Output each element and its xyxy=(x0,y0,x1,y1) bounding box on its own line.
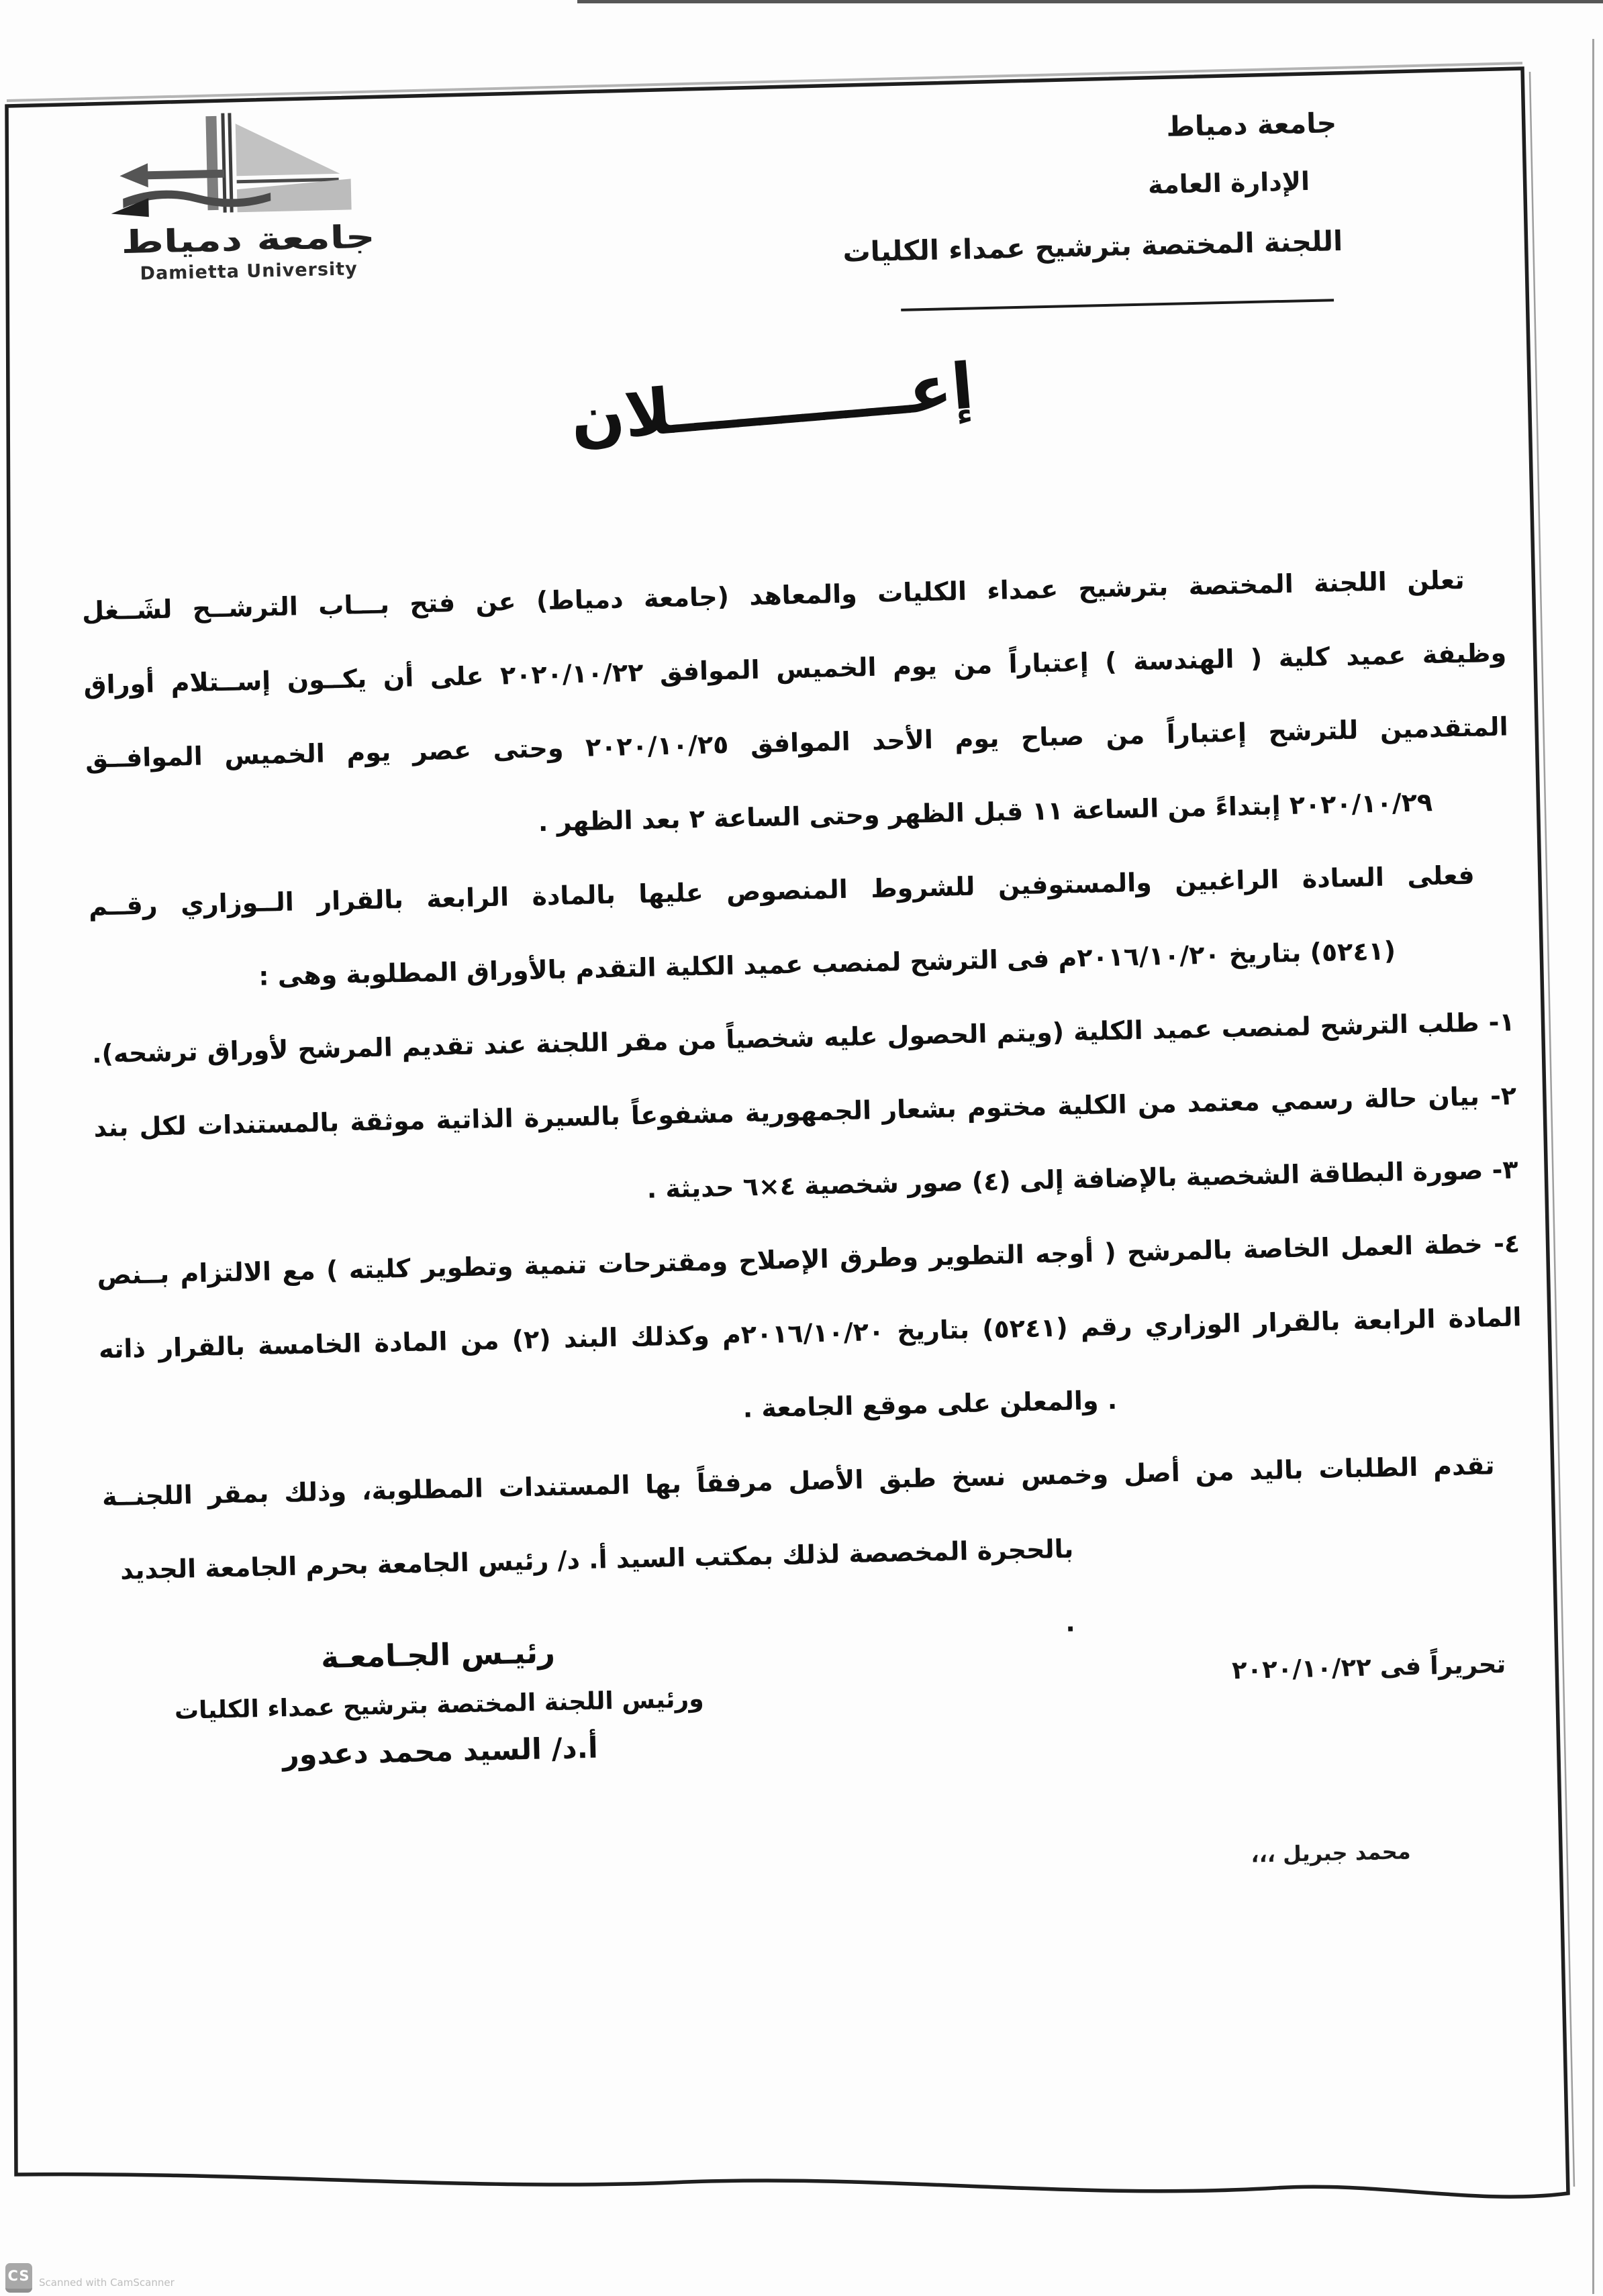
logo-arabic-name: جامعة دمياط xyxy=(120,218,376,262)
announcement-body xyxy=(81,542,1527,1638)
issue-date-line: تحريراً فى ٢٠٢٠/١٠/٢٢ xyxy=(1231,1649,1506,1685)
body-line: المادة الرابعة بالقرار الوزاري رقم (٥٢٤١) بتاريخ ٢٠١٦/١٠/٢٠م وكذلك البند (٢) من المادة الخامسة بالقرار ذاته xyxy=(98,1302,1522,1364)
camscanner-watermark-label: Scanned with CamScanner xyxy=(39,2277,175,2289)
body-line: المتقدمين للترشح إعتباراً من صباح يوم الأحد الموافق ٢٠٢٠/١٠/٢٥ وحتى عصر يوم الخميس الموافــق xyxy=(85,711,1509,774)
signatory-name: أ.د/ السيد محمد دعدور xyxy=(282,1731,599,1773)
body-line: (٥٢٤١) بتاريخ ٢٠١٦/١٠/٢٠م فى الترشح لمنصب عميد الكلية التقدم بالأوراق المطلوبة وهى : xyxy=(258,936,1396,991)
announcement-title-text: إعـــــــــــلان xyxy=(568,350,977,457)
body-line: تعلن اللجنة المختصة بترشيح عمداء الكليات والمعاهد (جامعة دمياط) عن فتح بـــاب الترشــح لشَــغل xyxy=(81,564,1465,626)
university-logo xyxy=(97,107,397,285)
body-line: وظيفة عميد كلية ( الهندسة ) إعتباراً من يوم الخميس الموافق ٢٠٢٠/١٠/٢٢ على أن يكــون إســتلام أوراق xyxy=(83,638,1507,700)
side-note: محمد جبريل ،،، xyxy=(1250,1838,1411,1868)
camscanner-badge-icon: CS xyxy=(5,2263,32,2293)
body-line: . والمعلن على موقع الجامعة . xyxy=(742,1385,1118,1424)
letterhead-committee-line: اللجنة المختصة بترشيح عمداء الكليات xyxy=(842,224,1343,268)
signature-role-president: رئيـس الجـامعـة xyxy=(320,1634,556,1675)
letterhead-university-line: جامعة دمياط xyxy=(1165,107,1337,143)
body-line: تقدم الطلبات باليد من أصل وخمس نسخ طبق الأصل مرفقاً بها المستندات المطلوبة، وذلك بمقر اللجنــة xyxy=(101,1450,1496,1512)
body-line-list-item-2: ٢- بيان حالة رسمي معتمد من الكلية مختوم بشعار الجمهورية مشفوعاً بالسيرة الذاتية موثقة بالمستندات لكل بند xyxy=(93,1081,1517,1143)
signature-block xyxy=(142,1630,736,1775)
sailboat-logo-icon xyxy=(101,107,392,221)
logo-english-name: Damietta University xyxy=(140,258,358,285)
letterhead-divider xyxy=(901,299,1334,311)
body-line-list-item-3: ٣- صورة البطاقة الشخصية بالإضافة إلى (٤) صور شخصية ٤×٦ حديثة . xyxy=(646,1154,1519,1204)
body-line: فعلى السادة الراغبين والمستوفين للشروط المنصوص عليها بالمادة الرابعة بالقرار الــوزاري رقــم xyxy=(88,860,1475,921)
document-content xyxy=(7,72,1570,2176)
signature-role-committee-chair: ورئيس اللجنة المختصة بترشيح عمداء الكليات xyxy=(174,1685,704,1725)
announcement-title xyxy=(13,350,1531,457)
body-line-list-item-4: ٤- خطة العمل الخاصة بالمرشح ( أوجه التطوير وطرق الإصلاح ومقترحات تنمية وتطوير كليته ) مع الالتزام بــنص xyxy=(97,1228,1520,1291)
body-line: بالحجرة المخصصة لذلك بمكتب السيد أ. د/ رئيس الجامعة بحرم الجامعة الجديد . xyxy=(119,1534,1076,1638)
body-line-list-item-1: ١- طلب الترشح لمنصب عميد الكلية (ويتم الحصول عليه شخصياً من مقر اللجنة عند تقديم المرشح لأوراق ترشحه). xyxy=(91,1007,1516,1069)
letterhead-administration-line: الإدارة العامة xyxy=(1147,166,1310,200)
body-line: ٢٠٢٠/١٠/٢٩ إبتداءً من الساعة ١١ قبل الظهر وحتى الساعة ٢ بعد الظهر . xyxy=(538,787,1433,838)
